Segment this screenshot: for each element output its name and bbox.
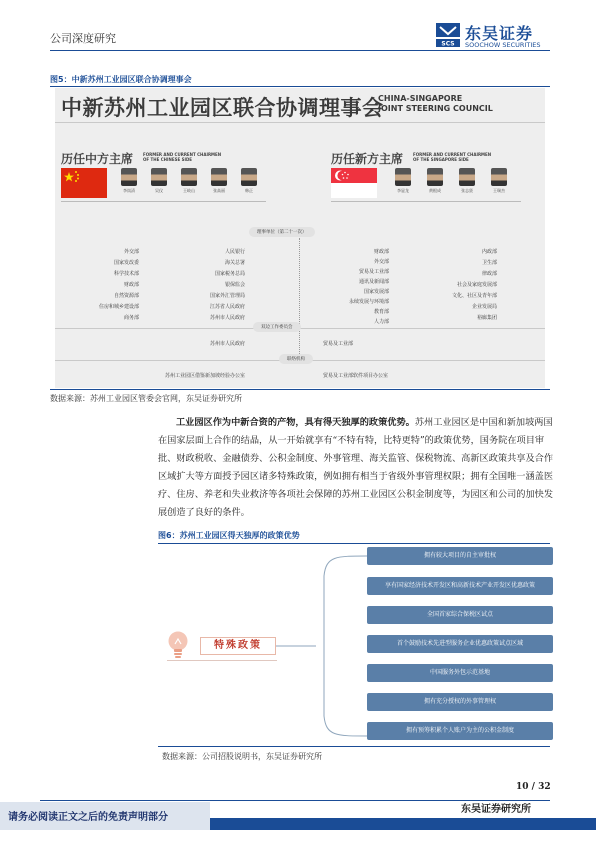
chairman-name: 李岚清 [123,188,135,193]
singapore-sub-line1: FORMER AND CURRENT CHAIRMEN [413,152,492,157]
policy-underline [167,660,277,661]
china-sub-line2: OF THE CHINESE SIDE [143,157,193,162]
figure5-source: 数据来源：苏州工业园区管委会官网，东吴证券研究所 [50,394,242,403]
policy-item: 中国服务外包示范基地 [367,664,553,682]
singapore-unit: 贸易及工业部 [358,269,389,275]
logo-chinese-name: 东吴证券 [465,24,534,43]
singapore-unit: 裕廊集团 [476,315,497,321]
china-unit: 科学技术部 [113,271,139,277]
disclaimer-text: 请务必阅读正文之后的免责声明部分 [8,812,168,823]
footer-blue-strip [210,818,596,830]
bilateral-committee-label: 双边工作委员会 [253,322,301,332]
bracket-connector [276,552,368,742]
portrait-china-4 [211,168,227,186]
singapore-unit: 社会及家庭发展部 [456,282,497,288]
china-unit: 财政部 [123,282,139,288]
page-number: 10 / 32 [516,782,551,792]
council-title: 中新苏州工业园区联合协调理事会 [61,96,384,120]
liaison-singapore-side: 贸易及工业部软件项目办公室 [323,373,389,379]
figure6-source: 数据来源：公司招股说明书，东吴证券研究所 [162,752,322,761]
svg-text:SCS: SCS [441,40,455,48]
singapore-chairmen-rule [331,201,521,202]
china-chairmen-title: 历任中方主席 [61,152,134,166]
china-unit: 银保监会 [224,282,245,288]
portrait-singapore-1 [395,168,411,186]
liaison-china-side: 苏州工业园区借鉴新加坡经验办公室 [164,373,245,379]
china-unit: 人民银行 [224,249,245,255]
singapore-unit: 文化、社区及青年部 [451,293,497,299]
china-unit: 苏州市人民政府 [209,315,245,321]
singapore-chairmen-title: 历任新方主席 [331,152,404,166]
portrait-singapore-3 [459,168,475,186]
chairman-name: 韩正 [245,188,253,193]
china-chairmen-rule [61,201,266,202]
chairman-name: 张高丽 [213,188,225,193]
chairman-name: 张志贤 [461,188,473,193]
paragraph-lead: 工业园区作为中新合资的产物，具有得天独厚的政策优势。 [176,417,415,428]
council-title-en-line2: JOINT STEERING COUNCIL [378,104,493,113]
singapore-unit: 内政部 [481,249,497,255]
report-type-label: 公司深度研究 [50,32,116,45]
portrait-china-1 [121,168,137,186]
member-units-label: 理事单位（第二十一次） [249,227,315,237]
portrait-china-3 [181,168,197,186]
body-paragraph [158,414,554,522]
center-dotted-line [299,238,300,356]
liaison-label: 联络机构 [279,354,313,364]
council-title-en-line1: CHINA-SINGAPORE [378,94,463,103]
bilateral-china-side: 苏州市人民政府 [209,341,245,347]
china-unit: 商务部 [123,315,139,321]
policy-item: 全国首家综合保税区试点 [367,606,553,624]
portrait-singapore-2 [427,168,443,186]
figure5-caption: 图5：中新苏州工业园区联合协调理事会 [50,75,192,84]
figure6-caption: 图6：苏州工业园区得天独厚的政策优势 [158,531,300,540]
figure6-bottom-rule [158,746,550,747]
council-title-en [378,94,493,114]
singapore-unit: 国家发展部 [363,289,389,295]
policy-item: 拥有较大项目的自主审批权 [367,547,553,565]
chairman-name: 王瑞杰 [493,188,505,193]
singapore-unit: 人力部 [373,319,389,325]
china-unit: 国家税务总局 [214,271,245,277]
singapore-flag-icon [331,168,377,198]
paragraph-body: 苏州工业园区是中国和新加坡两国在国家层面上合作的结晶，从一开始就享有“不特有特，比特更特”的政策优势，国务院在项目审批、财政税收、金融债券、公积金制度、外事管理、海关监管、保税物流、高新区政策共享及合作区域扩大等方面授予园区诸多特殊政策，例如拥有相当于省级外事管理权限；拥有全国唯一涵盖医疗、住房、养老和失业救济等各项社会保障的苏州工业园区公积金制度等，为园区和公司的加快发展创造了良好的条件。 [158,417,554,518]
chairman-name: 黄根成 [429,188,441,193]
china-unit: 江苏省人民政府 [209,304,245,310]
china-unit: 国家发改委 [113,260,139,266]
logo-mark-icon [435,22,461,48]
portrait-singapore-4 [491,168,507,186]
singapore-unit: 永续发展与环境部 [348,299,389,305]
special-policy-label: 特殊政策 [200,637,276,655]
singapore-unit: 教育部 [373,309,389,315]
china-unit: 国家外汇管理局 [209,293,245,299]
bilateral-singapore-side: 贸易及工业部 [323,341,354,347]
singapore-chairmen-subtitle [413,152,491,162]
chairman-name: 吴仪 [155,188,163,193]
china-unit: 外交部 [123,249,139,255]
chairman-name: 王岐山 [183,188,195,193]
china-unit: 住房和城乡建设部 [98,304,139,310]
portrait-china-2 [151,168,167,186]
singapore-unit: 通讯及新闻部 [358,279,389,285]
china-unit: 海关总署 [224,260,245,266]
singapore-unit: 外交部 [373,259,389,265]
figure5-top-rule [50,86,550,87]
china-sub-line1: FORMER AND CURRENT CHAIRMEN [143,152,222,157]
singapore-sub-line2: OF THE SINGAPORE SIDE [413,157,469,162]
steering-council-chart [55,88,545,388]
singapore-unit: 财政部 [373,249,389,255]
singapore-unit: 企业发展局 [471,304,497,310]
figure5-bottom-rule [50,389,550,390]
logo-english-name: SOOCHOW SECURITIES [465,41,541,49]
portrait-china-5 [241,168,257,186]
title-divider [55,122,545,123]
china-unit: 自然资源部 [113,293,139,299]
policy-item: 拥有预筹积累个人账户为主的公积金制度 [367,722,553,740]
singapore-unit: 律政部 [481,271,497,277]
soochow-logo [435,22,555,50]
policy-item: 首个鼓励技术先进型服务企业优惠政策试点区域 [367,635,553,653]
lightbulb-icon [167,630,189,660]
policy-item: 拥有充分授权的外事管理权 [367,693,553,711]
policy-item: 享有国家经济技术开发区和高新技术产业开发区优惠政策 [367,577,553,595]
china-chairmen-subtitle [143,152,221,162]
figure6-top-rule [158,543,550,544]
footer-firm-name: 东吴证券研究所 [461,804,531,815]
chairman-name: 李显龙 [397,188,409,193]
china-flag-icon [61,168,107,198]
singapore-unit: 卫生部 [481,260,497,266]
header-divider [50,50,550,51]
